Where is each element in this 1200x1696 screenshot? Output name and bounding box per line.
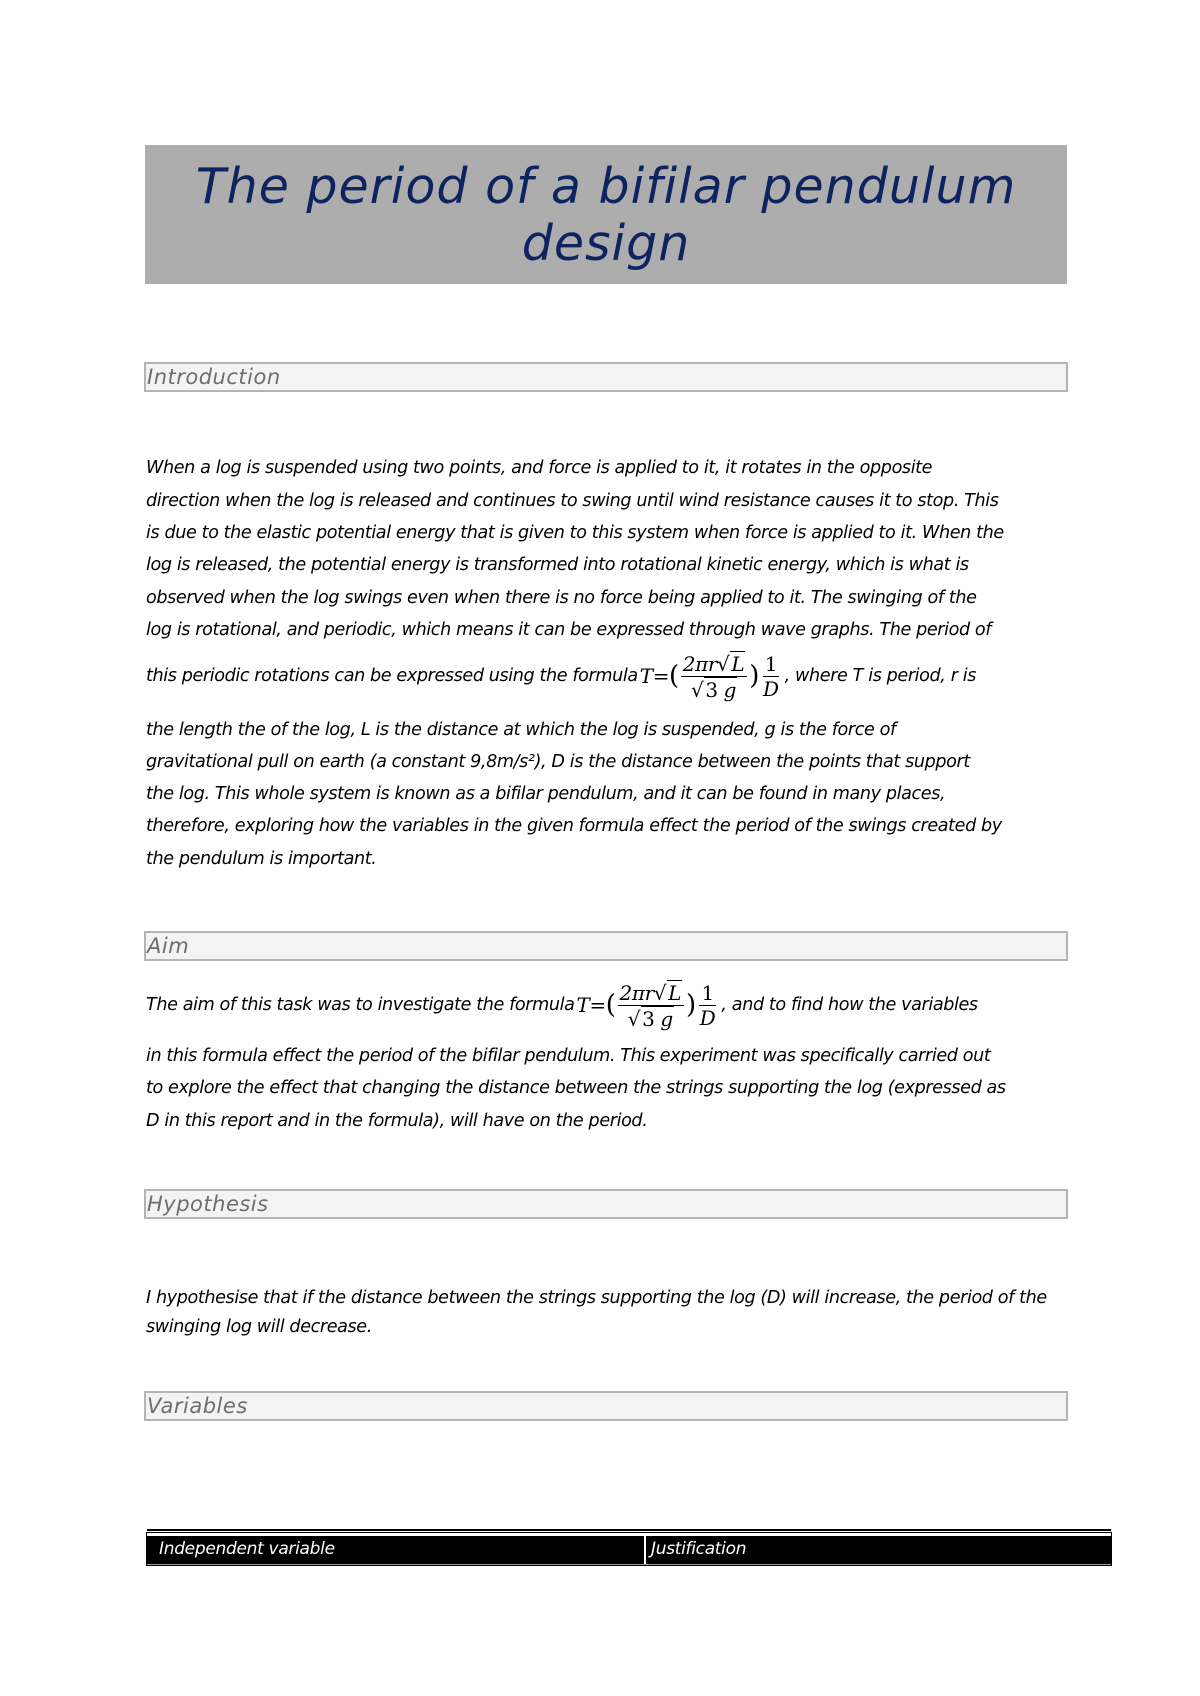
title-banner [145, 145, 1067, 284]
formula-frac2-den: D [699, 1005, 716, 1030]
text-segment: , and to find how the variables [721, 995, 978, 1015]
formula-lhs: T [576, 993, 590, 1017]
hypothesis-heading [144, 1189, 1068, 1219]
formula-fraction [618, 980, 684, 1031]
formula-den-var: g [723, 677, 737, 702]
formula-den-var: g [660, 1006, 673, 1031]
formula-num-text: 2πr [619, 980, 654, 1005]
variables-heading [144, 1391, 1068, 1421]
formula-fraction-2 [698, 981, 718, 1030]
text-line: therefore, exploring how the variables in the given formula effect the period of the swings created by [146, 816, 1002, 836]
text-line: the log. This whole system is known as a bifilar pendulum, and it can be found in many places, [146, 784, 946, 804]
formula-num-text: 2πr [682, 651, 718, 676]
formula-frac2-num: 1 [701, 980, 714, 1005]
text-line: the pendulum is important. [146, 849, 377, 869]
text-line: direction when the log is released and continues to swing until wind resistance causes it to stop. This [146, 491, 999, 511]
document-title: The period of a bifilar pendulum design [195, 157, 1017, 272]
formula-fraction [681, 651, 747, 702]
formula-line [146, 650, 976, 702]
variables-heading-text: Variables [147, 1394, 248, 1418]
text-line: is due to the elastic potential energy that is given to this system when force is applied to it. When the [146, 523, 1004, 543]
formula-frac2-num: 1 [764, 651, 778, 676]
formula-lhs: T [639, 664, 653, 688]
formula-frac2-den: D [763, 676, 779, 701]
formula-numerator: 2πr√ L [681, 651, 747, 677]
hypothesis-heading-text: Hypothesis [147, 1192, 269, 1216]
formula-sqrt-den [704, 677, 737, 702]
text-line: in this formula effect the period of the bifilar pendulum. This experiment was specifically carried out [146, 1046, 991, 1066]
text-line: swinging log will decrease. [146, 1317, 372, 1337]
table-header-justification: Justification [651, 1539, 747, 1559]
formula-line [146, 974, 978, 1036]
introduction-heading-text: Introduction [147, 365, 281, 389]
formula-sqrt-L: L [731, 651, 745, 676]
variables-table-header [147, 1533, 1111, 1565]
formula-sqrt-L: L [668, 980, 682, 1005]
text-segment: The aim of this task was to investigate the formula [146, 995, 575, 1015]
text-segment: this periodic rotations can be expressed using the formula [146, 666, 638, 686]
text-line: the length the of the log, L is the distance at which the log is suspended, g is the force of [146, 720, 896, 740]
period-formula [576, 980, 719, 1031]
formula-eq: = [589, 993, 606, 1017]
text-line: D in this report and in the formula), will have on the period. [146, 1111, 648, 1131]
formula-lparen: ( [605, 990, 616, 1020]
text-line: When a log is suspended using two points, and force is applied to it, it rotates in the opposite [146, 458, 933, 478]
text-line: log is released, the potential energy is transformed into rotational kinetic energy, which is what is [146, 555, 969, 575]
text-segment: , where T is period, r is [784, 666, 976, 686]
formula-rparen: ) [686, 990, 696, 1020]
formula-rparen: ) [749, 661, 760, 691]
formula-den-const: 3 [705, 677, 718, 702]
introduction-heading [144, 362, 1068, 392]
table-top-rule [147, 1529, 1111, 1531]
formula-den-const: 3 [642, 1006, 655, 1031]
table-bottom-rule [147, 1564, 1111, 1565]
table-header-independent-variable: Independent variable [159, 1539, 335, 1559]
formula-denominator: √ 3 g [691, 677, 737, 702]
text-line: observed when the log swings even when there is no force being applied to it. The swinging of the [146, 588, 977, 608]
aim-heading-text: Aim [147, 934, 190, 958]
text-line: log is rotational, and periodic, which means it can be expressed through wave graphs. The period of [146, 620, 992, 640]
formula-fraction-2 [761, 652, 781, 701]
period-formula [640, 651, 783, 702]
formula-numerator: 2πr√ L [618, 980, 684, 1006]
text-line: to explore the effect that changing the distance between the strings supporting the log (expressed as [146, 1078, 1006, 1098]
formula-sqrt-den [641, 1006, 674, 1031]
aim-heading [144, 931, 1068, 961]
text-line: gravitational pull on earth (a constant 9,8m/s²), D is the distance between the points that support [146, 752, 970, 772]
formula-eq: = [652, 664, 670, 688]
formula-lparen: ( [669, 661, 679, 691]
formula-denominator: √ 3 g [627, 1006, 673, 1031]
table-column-divider [644, 1536, 646, 1565]
text-line: I hypothesise that if the distance between the strings supporting the log (D) will increase, the period of the [146, 1288, 1047, 1308]
